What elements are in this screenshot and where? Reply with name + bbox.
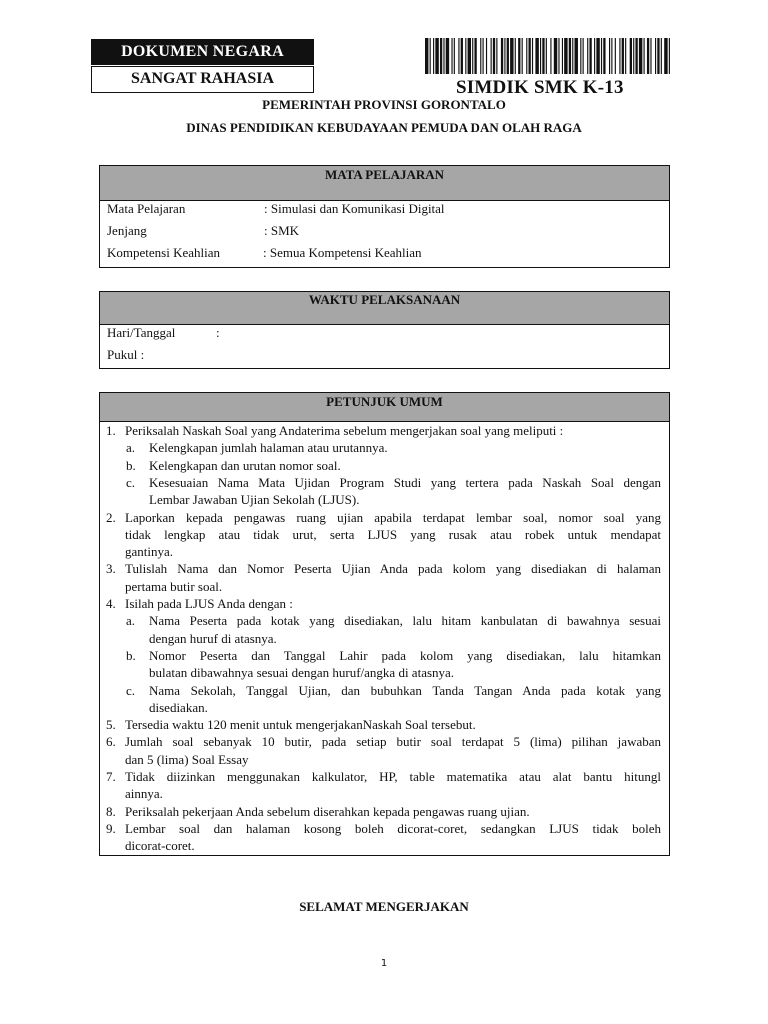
barcode-bar	[564, 38, 567, 74]
barcode-bar	[510, 38, 513, 74]
barcode-bar	[446, 38, 449, 74]
instruction-number: 2.	[106, 509, 116, 525]
classification-badge: DOKUMEN NEGARA	[91, 39, 314, 65]
instruction-subitem-text: Kesesuaian Nama Mata Ujidan Program Studi yang tertera pada Naskah Soal dengan	[149, 474, 661, 490]
barcode-bar	[647, 38, 649, 74]
instruction-subitem-text: Kelengkapan jumlah halaman atau urutannya.	[149, 440, 388, 456]
instructions-box-title: PETUNJUK UMUM	[100, 393, 669, 422]
instruction-item-text: Tidak diizinkan menggunakan kalkulator, HP, table matematika atau alat bantu hitungl	[125, 769, 661, 784]
department-title: DINAS PENDIDIKAN KEBUDAYAAN PEMUDA DAN OLAH RAGA	[186, 120, 582, 135]
barcode-bar	[486, 38, 487, 74]
instruction-subletter: b.	[126, 457, 136, 473]
barcode-bar	[529, 38, 531, 74]
barcode-bar	[535, 38, 538, 74]
instruction-subletter: a.	[126, 613, 136, 629]
instructions-list	[100, 422, 669, 855]
barcode-bar	[589, 38, 591, 74]
instruction-subletter: c.	[126, 474, 136, 490]
barcode-bar	[596, 38, 599, 74]
level-value: : SMK	[264, 223, 300, 238]
competence-label: Kompetensi Keahlian	[107, 245, 220, 260]
time-box	[99, 291, 670, 369]
instruction-item-text: Isilah pada LJUS Anda dengan :	[125, 596, 293, 611]
instruction-subitem-text: dengan huruf di atasnya.	[149, 630, 277, 646]
instruction-number: 9.	[106, 820, 116, 836]
barcode-bar	[609, 38, 610, 74]
barcode-bar	[425, 38, 428, 74]
instruction-number: 5.	[106, 717, 116, 733]
barcode-bar	[611, 38, 612, 74]
instruction-subitem-text: disediakan.	[149, 699, 208, 715]
barcode-bar	[630, 38, 632, 74]
time-box-title: WAKTU PELAKSANAAN	[100, 292, 669, 325]
barcode-bar	[440, 38, 442, 74]
barcode-bar	[554, 38, 557, 74]
barcode-bar	[515, 38, 516, 74]
subject-box-title: MATA PELAJARAN	[100, 166, 669, 201]
instructions-box	[99, 392, 670, 856]
barcode-bar	[518, 38, 520, 74]
instruction-number: 6.	[106, 734, 116, 750]
barcode-bar	[639, 38, 642, 74]
barcode-bar	[622, 38, 624, 74]
barcode-bar	[550, 38, 551, 74]
barcode-image	[425, 38, 671, 74]
barcode-bar	[583, 38, 584, 74]
instruction-subletter: c.	[126, 682, 136, 698]
barcode-bar	[603, 38, 605, 74]
level-label: Jenjang	[107, 223, 147, 238]
instruction-item-text: Tersedia waktu 120 menit untuk mengerjakanNaskah Soal tersebut.	[125, 717, 476, 733]
instruction-number: 7.	[106, 769, 116, 784]
subject-box	[99, 165, 670, 268]
instruction-item-text: Tulislah Nama dan Nomor Peserta Ujian Anda pada kolom yang disediakan di halaman	[125, 561, 661, 577]
barcode-bar	[480, 38, 481, 74]
instruction-item-text: Laporkan kepada pengawas ruang ujian apabila terdapat lembar soal, nomor soal yang	[125, 509, 661, 525]
instruction-subletter: a.	[126, 440, 136, 456]
barcode-bar	[474, 38, 476, 74]
barcode-bar	[601, 38, 602, 74]
barcode-bar	[580, 38, 581, 74]
barcode-bar	[501, 38, 503, 74]
barcode-bar	[493, 38, 495, 74]
instruction-number: 4.	[106, 596, 116, 611]
barcode-bar	[458, 38, 459, 74]
competence-value: : Semua Kompetensi Keahlian	[263, 245, 422, 260]
barcode-bar	[472, 38, 473, 74]
barcode-bar	[655, 38, 656, 74]
date-label: Hari/Tanggal	[107, 325, 176, 340]
barcode-bar	[575, 38, 578, 74]
institution-title: PEMERINTAH PROVINSI GORONTALO	[262, 97, 506, 112]
barcode-bar	[430, 38, 431, 74]
instruction-item-text: Jumlah soal sebanyak 10 butir, pada setiap butir soal terdapat 5 (lima) pilihan jawaban	[125, 734, 661, 750]
barcode-bar	[468, 38, 471, 74]
barcode-bar	[546, 38, 547, 74]
barcode-bar	[496, 38, 497, 74]
instruction-number: 8.	[106, 803, 116, 819]
instruction-item-text: dan 5 (lima) Soal Essay	[125, 751, 249, 767]
barcode-bar	[657, 38, 659, 74]
barcode-bar	[522, 38, 523, 74]
barcode-bar	[526, 38, 527, 74]
instruction-subletter: b.	[126, 647, 136, 663]
secrecy-badge: SANGAT RAHASIA	[91, 66, 314, 93]
barcode-bar	[650, 38, 651, 74]
instruction-number: 1.	[106, 423, 116, 438]
barcode-bar	[558, 38, 559, 74]
closing-message: SELAMAT MENGERJAKAN	[299, 899, 469, 914]
barcode-bar	[635, 38, 637, 74]
instruction-item-text: Periksalah pekerjaan Anda sebelum diserahkan kepada pengawas ruang ujian.	[125, 803, 530, 819]
instruction-item-text: gantinya.	[125, 544, 174, 560]
barcode-bar	[569, 38, 571, 74]
barcode-bar	[661, 38, 662, 74]
barcode-bar	[443, 38, 444, 74]
barcode-bar	[433, 38, 434, 74]
barcode-bar	[451, 38, 452, 74]
barcode-bar	[542, 38, 544, 74]
instruction-item-text: Periksalah Naskah Soal yang Andaterima sebelum mengerjakan soal yang meliputi :	[125, 423, 564, 438]
page-number: 1	[380, 958, 388, 969]
instruction-subitem-text: Lembar Jawaban Ujian Sekolah (LJUS).	[149, 492, 360, 508]
barcode-bar	[572, 38, 573, 74]
instruction-subitem-text: Nama Peserta pada kotak yang disediakan, lalu hitam kanbulatan di bawahnya sesuai	[149, 613, 661, 629]
barcode-bar	[483, 38, 484, 74]
instruction-item-text: dicorat-coret.	[125, 838, 195, 854]
barcode-bar	[669, 38, 670, 74]
barcode-bar	[594, 38, 595, 74]
document-code: SIMDIK SMK K-13	[456, 77, 624, 98]
hour-label: Pukul :	[107, 347, 145, 362]
instruction-item-text: tidak lengkap atau tidak urut, serta LJUS yang rusak atau robek untuk mendapat	[125, 526, 661, 542]
barcode-bar	[540, 38, 541, 74]
instruction-number: 3.	[106, 561, 116, 577]
instruction-subitem-text: Kelengkapan dan urutan nomor soal.	[149, 457, 341, 473]
barcode-bar	[615, 38, 616, 74]
barcode-bar	[491, 38, 492, 74]
barcode-bar	[587, 38, 588, 74]
instruction-item-text: Lembar soal dan halaman kosong boleh dicorat-coret, sedangkan LJUS tidak boleh	[125, 820, 661, 836]
subject-label: Mata Pelajaran	[107, 201, 186, 216]
barcode-bar	[435, 38, 438, 74]
date-colon: :	[216, 325, 220, 340]
instruction-subitem-text: bulatan dibawahnya sesuai dengan huruf/angka di atasnya.	[149, 665, 455, 681]
barcode-bar	[461, 38, 463, 74]
barcode-bar	[644, 38, 645, 74]
barcode-bar	[562, 38, 563, 74]
barcode-bar	[504, 38, 505, 74]
instruction-subitem-text: Nama Sekolah, Tanggal Ujian, dan bubuhkan Tanda Tangan Anda pada kotak yang	[149, 682, 661, 698]
subject-value: : Simulasi dan Komunikasi Digital	[264, 201, 445, 216]
instruction-item-text: ainnya.	[125, 786, 163, 802]
barcode-bar	[454, 38, 455, 74]
barcode-bar	[633, 38, 634, 74]
barcode-bar	[465, 38, 466, 74]
barcode-bar	[625, 38, 626, 74]
instruction-subitem-text: Nomor Peserta dan Tanggal Lahir pada kolom yang disediakan, lalu hitamkan	[149, 647, 661, 663]
instruction-item-text: pertama butir soal.	[125, 578, 223, 594]
barcode-bar	[532, 38, 533, 74]
barcode-bar	[619, 38, 620, 74]
barcode-bar	[664, 38, 667, 74]
barcode-bar	[507, 38, 509, 74]
